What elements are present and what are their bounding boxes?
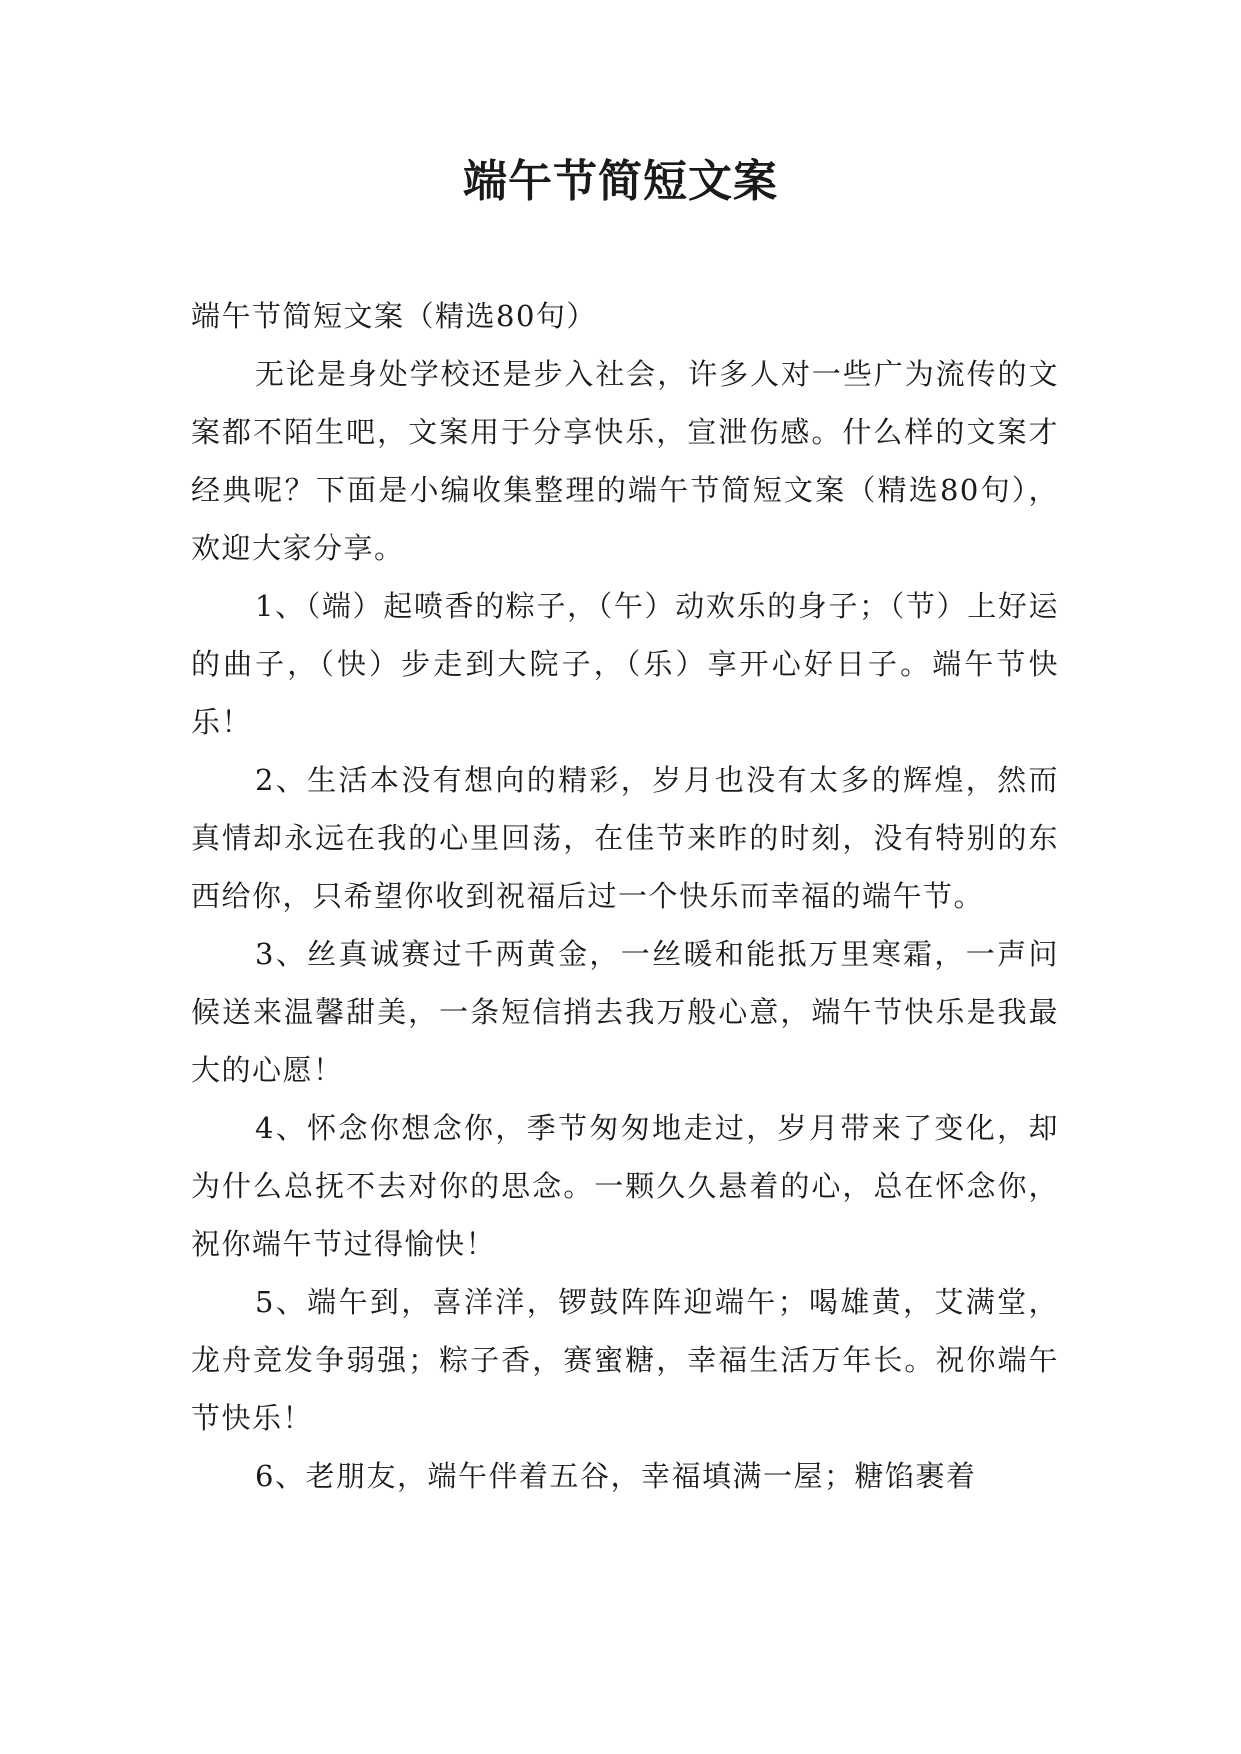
list-item: 6、老朋友，端午伴着五谷，幸福填满一屋；糖馅裹着 <box>255 1459 977 1493</box>
list-item: 4、怀念你想念你，季节匆匆地走过，岁月带来了变化，却为什么总抚不去对你的思念。一颗久久悬着的心，总在怀念你，祝你端午节过得愉快！ <box>191 1111 1059 1261</box>
list-item: 1、（端）起喷香的粽子，（午）动欢乐的身子；（节）上好运的曲子，（快）步走到大院子，（乐）享开心好日子。端午节快乐！ <box>191 589 1059 739</box>
intro-paragraph: 无论是身处学校还是步入社会，许多人对一些广为流传的文案都不陌生吧，文案用于分享快乐，宣泄伤感。什么样的文案才经典呢？下面是小编收集整理的端午节简短文案（精选80句），欢迎大家分享。 <box>191 357 1059 565</box>
list-item: 5、端午到，喜洋洋，锣鼓阵阵迎端午；喝雄黄，艾满堂，龙舟竞发争弱强；粽子香，赛蜜糖，幸福生活万年长。祝你端午节快乐！ <box>191 1285 1059 1435</box>
list-item: 2、生活本没有想向的精彩，岁月也没有太多的辉煌，然而真情却永远在我的心里回荡，在佳节来昨的时刻，没有特别的东西给你，只希望你收到祝福后过一个快乐而幸福的端午节。 <box>191 763 1059 913</box>
document-title: 端午节简短文案 <box>463 156 778 207</box>
document-subtitle: 端午节简短文案（精选80句） <box>191 299 597 333</box>
list-item: 3、丝真诚赛过千两黄金，一丝暖和能抵万里寒霜，一声问候送来温馨甜美，一条短信捎去我万般心意，端午节快乐是我最大的心愿！ <box>191 937 1059 1087</box>
document-body <box>191 287 1059 1505</box>
